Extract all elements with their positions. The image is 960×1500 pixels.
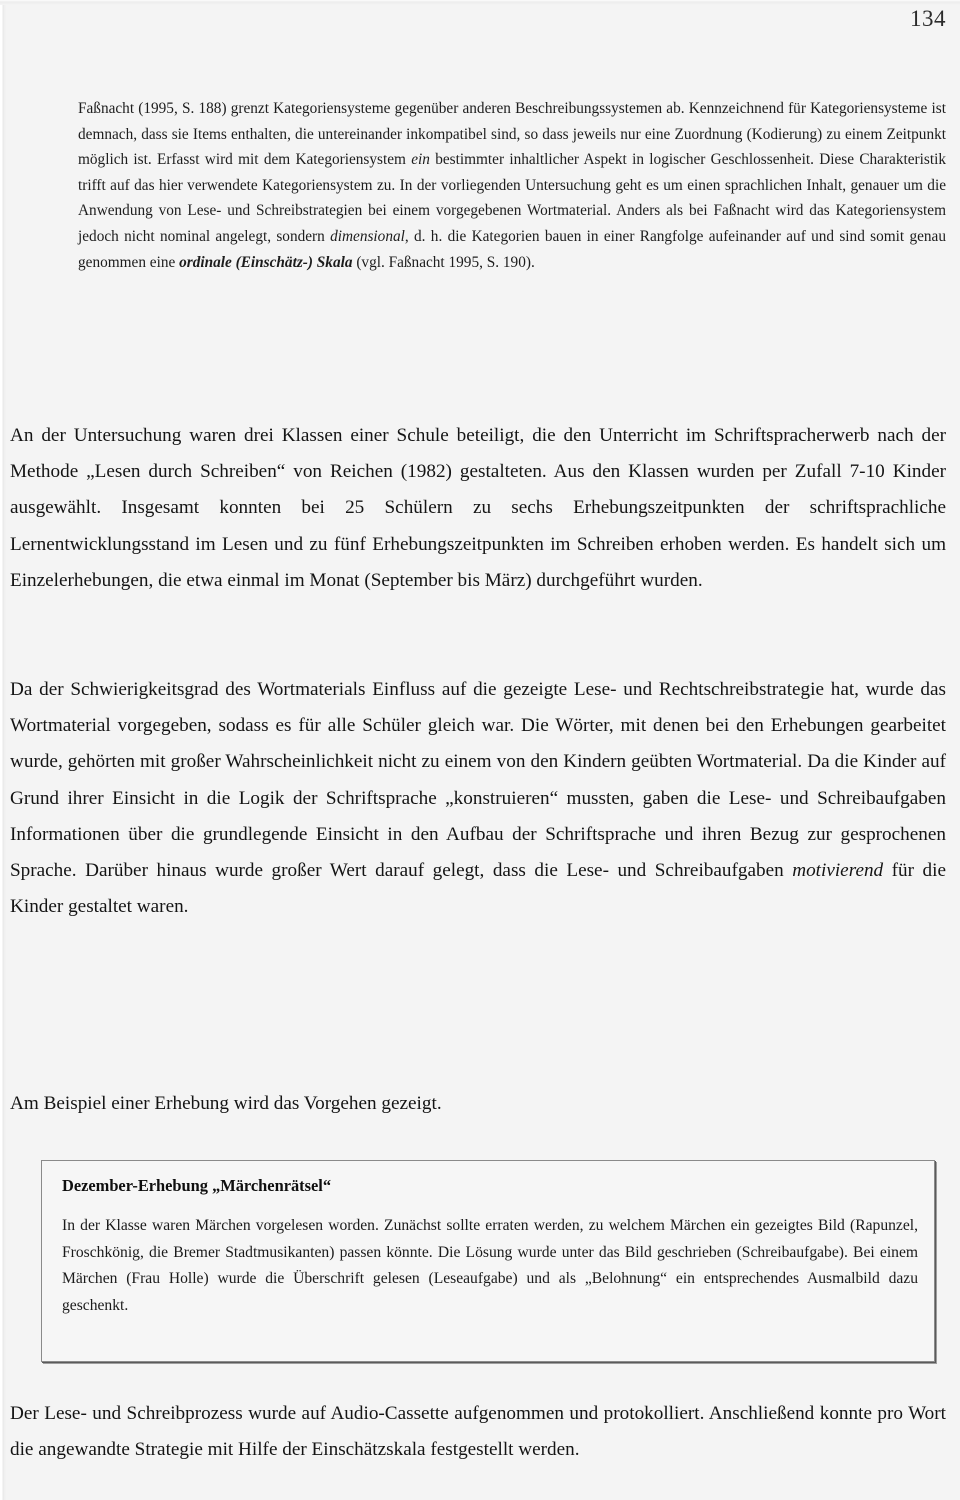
- example-box-text: In der Klasse waren Märchen vorgelesen worden. Zunächst sollte erraten werden, zu welchem Märchen ein gezeigtes Bild (Rapunzel, Froschkönig, die Bremer Stadtmusikanten) passen könnte. Die Lösung wurde unter das Bild geschrieben (Schreibaufgabe). Bei einem Märchen (Frau Holle) wurde die Überschrift gelesen (Leseaufgabe) und als „Belohnung“ ein entsprechendes Ausmalbild dazu geschenkt.: [62, 1217, 918, 1314]
- quotation-block: Faßnacht (1995, S. 188) grenzt Kategoriensysteme gegenüber anderen Beschreibungssystemen ab. Kennzeichnend für Kategoriensysteme ist demnach, dass sie Items enthalten, die untereinander inkompatibel sind, so dass jeweils nur eine Zuordnung (Kodierung) zu einem Zeitpunkt möglich ist. Erfasst wird mit dem Kategoriensystem ein bestimmter inhaltlicher Aspekt in logischer Geschlossenheit. Diese Charakteristik trifft auf das hier verwendete Kategoriensystem zu. In der vorliegenden Untersuchung geht es um einen sprachlichen Inhalt, genauer um die Anwendung von Lese- und Schreibstrategien bei einem vorgegebenen Wortmaterial. Anders als bei Faßnacht wird das Kategoriensystem jedoch nicht nominal angelegt, sondern dimensional, d. h. die Kategorien bauen in einer Rangfolge aufeinander auf und sind somit genau genommen eine ordinale (Einschätz-) Skala (vgl. Faßnacht 1995, S. 190).: [78, 100, 946, 271]
- paragraph-schwierigkeitsgrad: Da der Schwierigkeitsgrad des Wortmaterials Einfluss auf die gezeigte Lese- und Rechtschreibstrategie hat, wurde das Wortmaterial vorgegeben, sodass es für alle Schüler gleich war. Die Wörter, mit denen bei den Erhebungen gearbeitet wurde, gehörten mit großer Wahrscheinlichkeit nicht zu einem von den Kindern geübten Wortmaterial. Da die Kinder auf Grund ihrer Einsicht in die Logik der Schriftsprache „konstruieren“ mussten, gaben die Lese- und Schreibaufgaben Informationen über die grundlegende Einsicht in den Aufbau der Schriftsprache und ihren Bezug zur gesprochenen Sprache. Darüber hinaus wurde großer Wert darauf gelegt, dass die Lese- und Schreibaufgaben motivierend für die Kinder gestaltet waren.: [10, 679, 946, 918]
- italic-run: motivierend: [792, 860, 884, 882]
- italic-run: dimensional: [330, 227, 405, 245]
- italic-run: ein: [411, 151, 430, 169]
- paragraph-untersuchung: An der Untersuchung waren drei Klassen einer Schule beteiligt, die den Unterricht im Schriftspracherwerb nach der Methode „Lesen durch Schreiben“ von Reichen (1982) gestalteten. Aus den Klassen wurden per Zufall 7-10 Kinder ausgewählt. Insgesamt konnten bei 25 Schülern zu sechs Erhebungszeitpunkten der schriftsprachliche Lernentwicklungsstand im Lesen und zu fünf Erhebungszeitpunkten im Schreiben erhoben werden. Es handelt sich um Einzelerhebungen, die etwa einmal im Monat (September bis März) durchgeführt wurden.: [10, 425, 946, 591]
- page-number: 134: [910, 6, 946, 31]
- paragraph-beispiel-intro: Am Beispiel einer Erhebung wird das Vorgehen gezeigt.: [10, 1093, 442, 1114]
- bold-italic-run: ordinale (Einschätz-) Skala: [179, 253, 353, 271]
- paragraph-leseprozess: Der Lese- und Schreibprozess wurde auf Audio-Cassette aufgenommen und protokolliert. Anschließend konnte pro Wort die angewandte Strategie mit Hilfe der Einschätzskala festgestellt werden.: [10, 1403, 946, 1461]
- example-box-inner: [42, 1161, 934, 1329]
- example-box: [41, 1160, 935, 1362]
- example-box-title: Dezember-Erhebung „Märchenrätsel“: [62, 1176, 332, 1195]
